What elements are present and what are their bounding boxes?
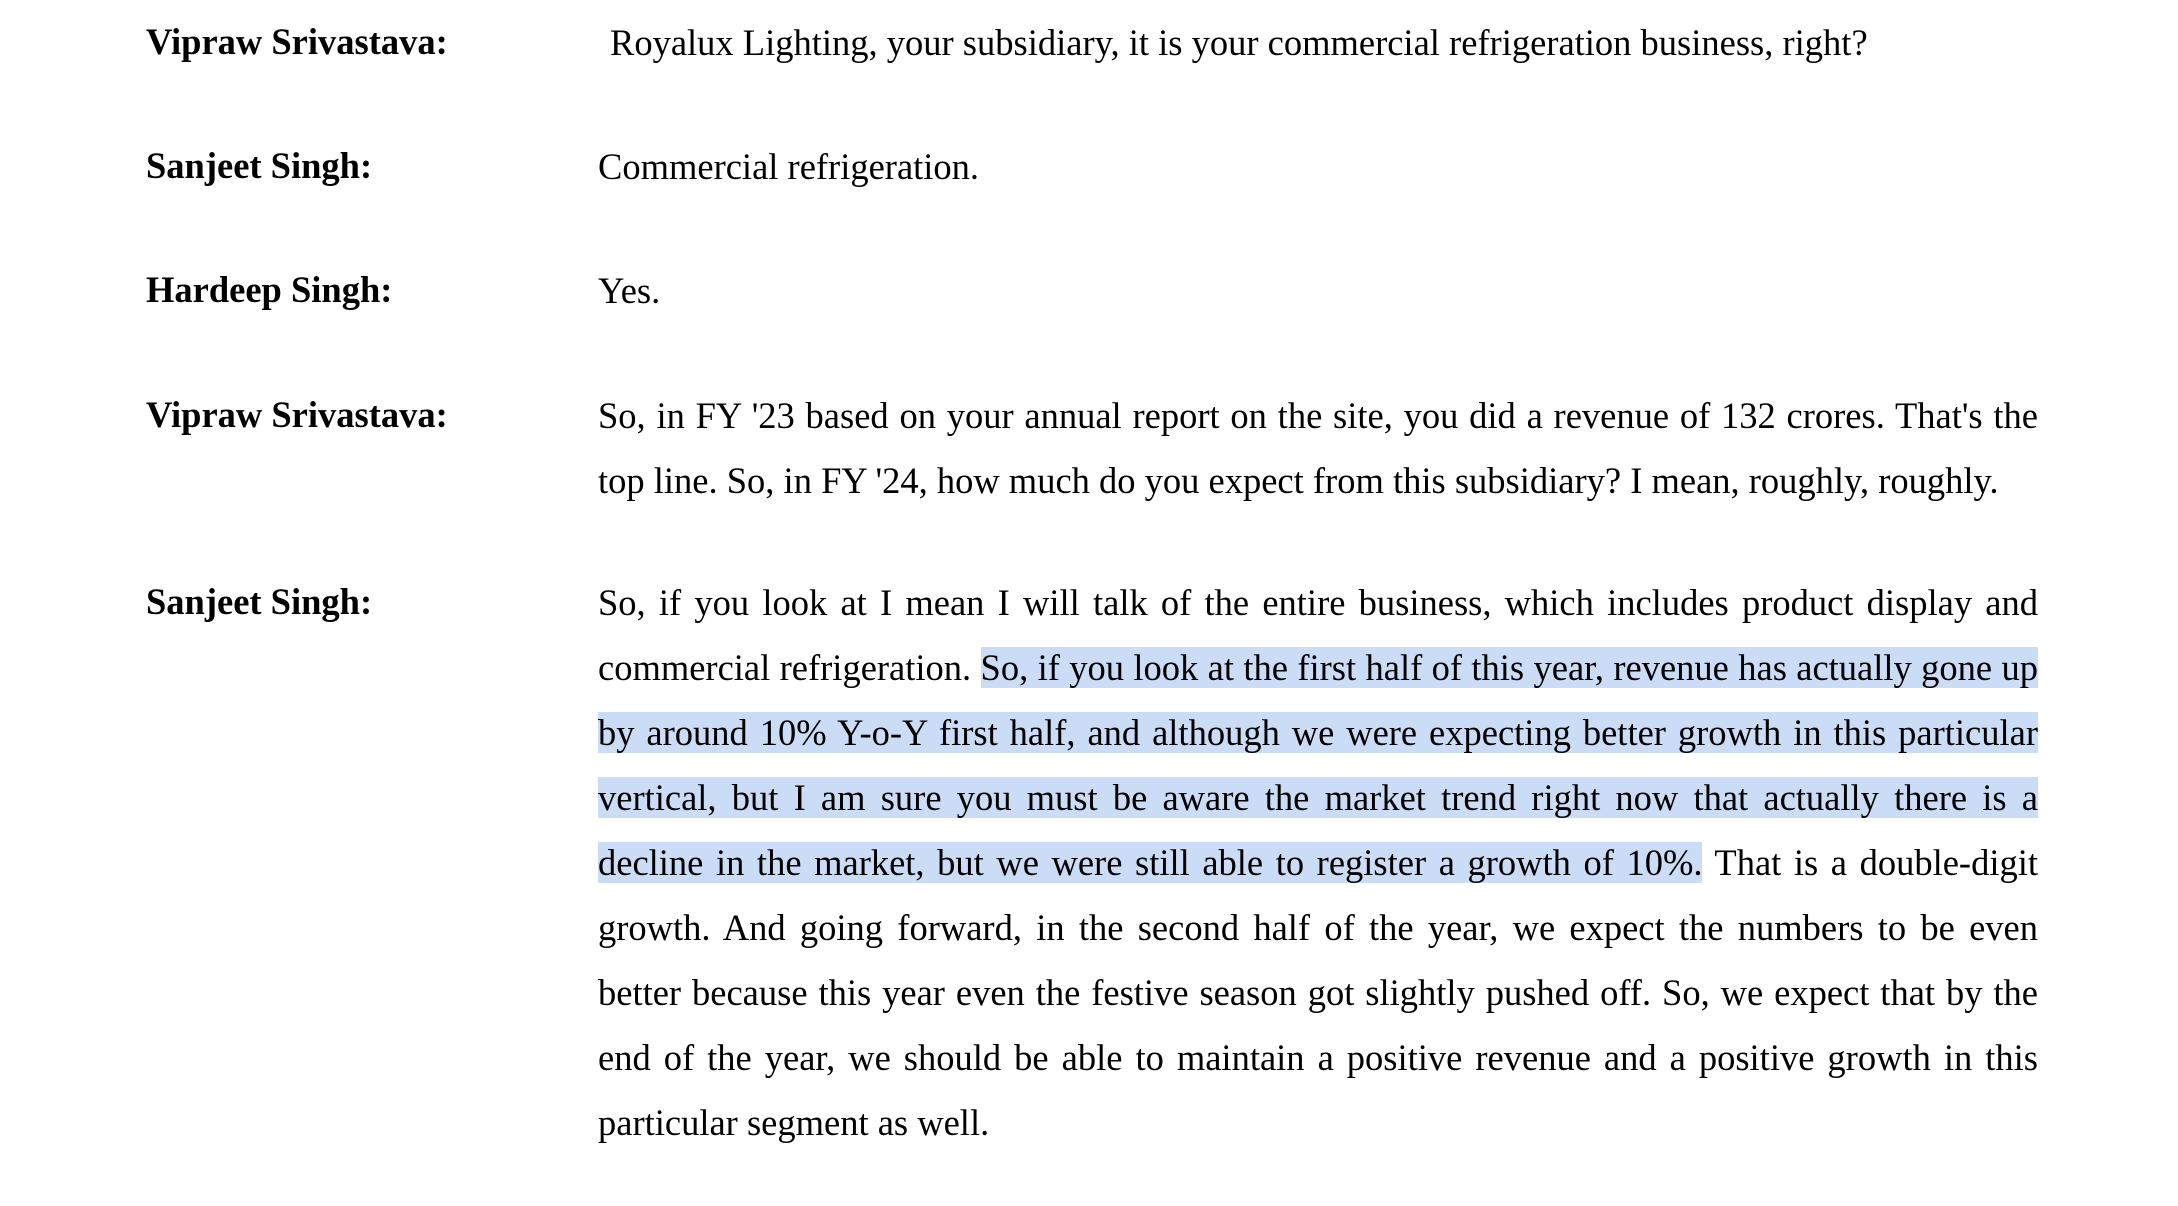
speech-text: Royalux Lighting, your subsidiary, it is your commercial refrigeration business, right? bbox=[610, 22, 1868, 63]
speech-text-part: That is a double-digit growth. And going forward, in the second half of the year, we expect the numbers to be even better because this year even the festive season got slightly pushed off. So, we expect that by the end of the year, we should be able to maintain a positive revenue and a positive growth in this particular segment as well. bbox=[598, 842, 2038, 1143]
speaker-label: Vipraw Srivastava: bbox=[146, 21, 448, 62]
speech-text: So, in FY '23 based on your annual report on the site, you did a revenue of 132 crores. That's the top line. So, in FY '24, how much do you expect from this subsidiary? I mean, roughly, roughly. bbox=[598, 395, 2038, 501]
highlighted-text[interactable]: So, if you look at the first half of this year, revenue has actually gone up by around 10% Y-o-Y first half, and although we were expecting better growth in this particular vertical, but I am sure you must be aware the market trend right now that actually there is a decline in the market, but we were still able to register a growth of 10%. bbox=[598, 647, 2038, 883]
speech-text bbox=[598, 570, 2038, 1155]
speech-text: Yes. bbox=[598, 270, 661, 311]
speaker-label: Sanjeet Singh: bbox=[146, 581, 373, 622]
speaker-label: Hardeep Singh: bbox=[146, 269, 393, 310]
speech-text-part: So, if you look at I mean I will talk of the entire business, which includes product display and commercial refrigeration. bbox=[598, 582, 2038, 688]
speech-text: Commercial refrigeration. bbox=[598, 146, 980, 187]
speaker-label: Vipraw Srivastava: bbox=[146, 394, 448, 435]
speaker-label: Sanjeet Singh: bbox=[146, 145, 373, 186]
